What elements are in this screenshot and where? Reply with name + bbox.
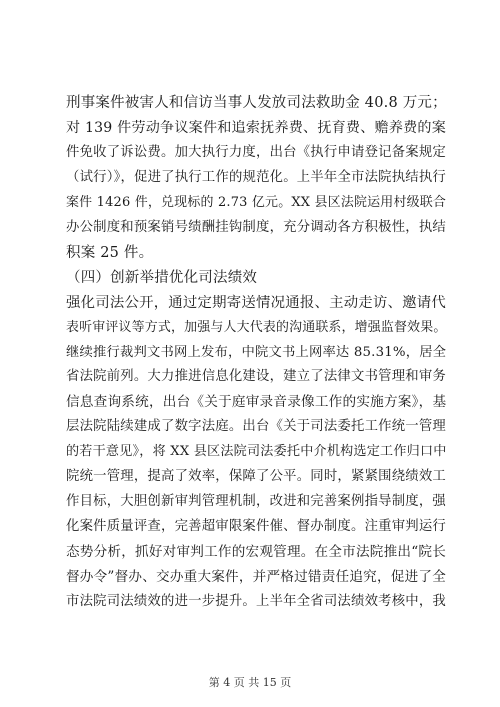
text-line: 信息查询系统，出台《关于庭审录音录像工作的实施方案》，基 xyxy=(66,394,447,411)
text-line: 市法院司法绩效的进一步提升。上半年全省司法绩效考核中，我 xyxy=(66,594,446,609)
text-line: 继续推行裁判文书网上发布，中院文书上网率达 85.31%，居全 xyxy=(66,344,447,360)
text-line: 化案件质量评查，完善超审限案件催、督办制度。注重审判运行 xyxy=(66,519,446,535)
text-line: 件免收了诉讼费。加大执行力度，出台《执行申请登记备案规定 xyxy=(66,144,446,160)
text-line: 态势分析，抓好对审判工作的宏观管理。在全市法院推出“院长 xyxy=(66,544,446,561)
text-line: 表听审评议等方式，加强与人大代表的沟通联系，增强监督效果。 xyxy=(66,319,447,335)
text-line: 作目标，大胆创新审判管理机制，改进和完善案例指导制度，强 xyxy=(66,494,446,510)
text-line: 积案 25 件。 xyxy=(66,244,154,261)
text-line: （试行）》，促进了执行工作的规范化。上半年全市法院执结执行 xyxy=(66,169,446,185)
text-line: 对 139 件劳动争议案件和追索抚养费、抚育费、赡养费的案 xyxy=(66,119,446,136)
text-line: 办公制度和预案销号绩酬挂钩制度，充分调动各方积极性，执结 xyxy=(66,219,446,235)
text-line: 督办令”督办、交办重大案件，并严格过错责任追究，促进了全 xyxy=(66,569,446,586)
section-heading: （四）创新举措优化司法绩效 xyxy=(66,269,258,286)
text-line: 省法院前列。大力推进信息化建设，建立了法律文书管理和审务 xyxy=(66,369,446,385)
text-line: 刑事案件被害人和信访当事人发放司法救助金 40.8 万元； xyxy=(66,95,447,111)
text-line: 强化司法公开，通过定期寄送情况通报、主动走访、邀请代 xyxy=(66,294,446,311)
text-line: 层法院陆续建成了数字法庭。出台《关于司法委托工作统一管理 xyxy=(66,419,446,435)
text-line: 的若干意见》，将 XX 县区法院司法委托中介机构选定工作归口中 xyxy=(66,444,447,460)
text-line: 案件 1426 件，兑现标的 2.73 亿元。XX 县区法院运用村级联合 xyxy=(66,194,447,210)
text-line: 院统一管理，提高了效率，保障了公平。同时，紧紧围绕绩效工 xyxy=(66,469,446,485)
page-footer: 第 4 页 共 15 页 xyxy=(208,676,292,689)
